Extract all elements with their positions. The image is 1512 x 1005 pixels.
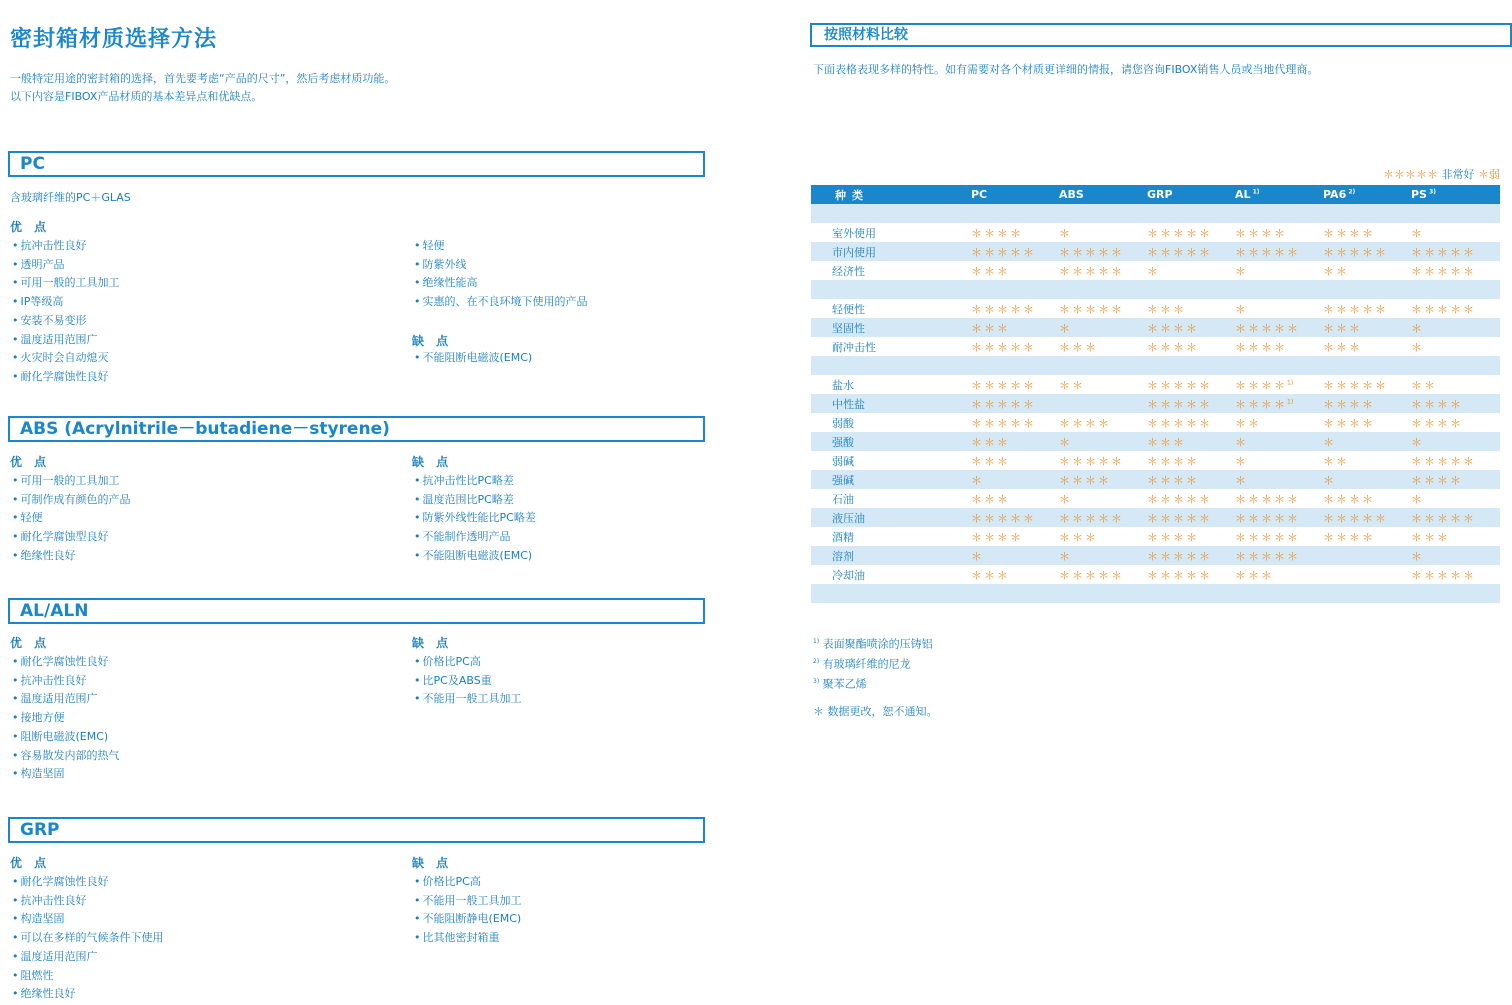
- list-item: • 不能制作透明产品: [414, 528, 536, 547]
- table-row: [811, 375, 1500, 394]
- rating-cell: ＊: [1059, 223, 1147, 242]
- rating-cell: ＊: [1059, 546, 1147, 565]
- row-label: 弱碱: [811, 451, 971, 470]
- comparison-intro: 下面表格表现多样的特性。如有需要对各个材质更详细的情报，请您咨询FIBOX销售人员或当地代理商。: [813, 63, 1319, 76]
- rating-cell: ＊＊: [1235, 413, 1323, 432]
- list-item: • 接地方便: [12, 709, 120, 728]
- rating-cell: ＊＊＊＊＊: [1411, 242, 1500, 261]
- rating-note: 1): [1287, 378, 1294, 386]
- rating-cell: ＊＊＊＊＊: [1235, 489, 1323, 508]
- list-item: • 绝缘性良好: [12, 985, 164, 1004]
- material-comparison-table: [811, 185, 1500, 603]
- rating-cell: ＊: [1411, 318, 1500, 337]
- section-heading-al: AL/ALN: [8, 598, 705, 624]
- rating-cell: ＊＊＊＊＊: [971, 413, 1059, 432]
- list-item: • 不能阻断电磁波(EMC): [414, 349, 532, 368]
- list-item: • 防紫外线性能比PC略差: [414, 509, 536, 528]
- table-spacer-row: [811, 584, 1500, 603]
- list-item: • 耐化学腐蚀性良好: [12, 368, 120, 387]
- table-row: [811, 318, 1500, 337]
- pc-disadvantages-label: 缺 点: [412, 334, 453, 348]
- rating-cell: ＊＊＊＊＊: [1411, 299, 1500, 318]
- list-item: • 耐化学腐蚀性良好: [12, 873, 164, 892]
- rating-cell: ＊＊＊＊: [1323, 489, 1411, 508]
- list-item: • 阻断电磁波(EMC): [12, 728, 120, 747]
- rating-cell: ＊＊＊＊: [1323, 394, 1411, 413]
- list-item: • 不能阻断静电(EMC): [414, 910, 522, 929]
- section-heading-abs: ABS (Acrylnitrile－butadiene－styrene): [8, 416, 705, 442]
- rating-cell: ＊: [1411, 489, 1500, 508]
- al-disadvantages-label: 缺 点: [412, 636, 453, 650]
- rating-cell: ＊＊＊＊: [1147, 451, 1235, 470]
- rating-cell: ＊＊＊: [1059, 337, 1147, 356]
- rating-cell: [1059, 394, 1147, 413]
- intro-line-1: 一般特定用途的密封箱的选择，首先要考虑“产品的尺寸”，然后考虑材质功能。: [10, 72, 396, 85]
- rating-cell: ＊＊＊＊＊: [1235, 318, 1323, 337]
- list-item: • 可用一般的工具加工: [12, 472, 131, 491]
- abs-disadvantages-label: 缺 点: [412, 455, 453, 469]
- rating-cell: ＊＊＊＊＊: [1059, 299, 1147, 318]
- column-header: ABS: [1059, 185, 1147, 204]
- rating-cell: ＊: [971, 546, 1059, 565]
- table-row: [811, 565, 1500, 584]
- rating-cell: ＊＊＊＊: [1235, 223, 1323, 242]
- rating-cell: ＊＊＊: [971, 565, 1059, 584]
- column-header: 种类: [811, 185, 971, 204]
- rating-cell: ＊: [1411, 432, 1500, 451]
- legend-strong-label: 非常好: [1441, 168, 1475, 181]
- table-spacer-row: [811, 356, 1500, 375]
- list-item: • 轻便: [12, 509, 131, 528]
- rating-cell: ＊: [1323, 470, 1411, 489]
- table-row: [811, 413, 1500, 432]
- rating-cell: ＊＊＊＊＊: [1235, 508, 1323, 527]
- rating-cell: ＊＊＊: [1323, 318, 1411, 337]
- data-change-note: [813, 703, 938, 719]
- rating-cell: ＊＊＊: [1059, 527, 1147, 546]
- rating-cell: ＊＊＊＊: [1147, 470, 1235, 489]
- table-row: [811, 337, 1500, 356]
- column-header: GRP: [1147, 185, 1235, 204]
- column-header-note: 3): [1426, 188, 1436, 196]
- list-item: • 抗冲击性良好: [12, 672, 120, 691]
- rating-cell: ＊＊＊＊＊: [1147, 394, 1235, 413]
- footnote-3: $^{3)}$ 聚苯乙烯: [813, 677, 867, 691]
- rating-cell: ＊＊＊＊＊: [971, 394, 1059, 413]
- table-row: [811, 299, 1500, 318]
- row-label: 轻便性: [811, 299, 971, 318]
- rating-cell: ＊＊＊: [971, 318, 1059, 337]
- table-row: [811, 489, 1500, 508]
- row-label: 强酸: [811, 432, 971, 451]
- spacer-cell: [811, 584, 1500, 603]
- table-row: [811, 451, 1500, 470]
- list-item: • 防紫外线: [414, 256, 588, 275]
- rating-cell: ＊＊＊＊: [1323, 527, 1411, 546]
- row-label: 耐冲击性: [811, 337, 971, 356]
- list-item: • 价格比PC高: [414, 653, 522, 672]
- rating-cell: ＊: [1235, 432, 1323, 451]
- list-item: • 透明产品: [12, 256, 120, 275]
- row-label: 室外使用: [811, 223, 971, 242]
- grp-advantages-list: [12, 873, 164, 1004]
- table-row: [811, 527, 1500, 546]
- note-star: ＊: [813, 705, 824, 718]
- pc-advantages-list-2: [414, 237, 588, 312]
- row-label: 盐水: [811, 375, 971, 394]
- spacer-cell: [811, 204, 1500, 223]
- rating-cell: ＊＊＊＊: [1147, 318, 1235, 337]
- rating-cell: ＊＊＊＊＊: [971, 375, 1059, 394]
- rating-cell: ＊＊＊＊＊: [1147, 413, 1235, 432]
- rating-cell: ＊＊＊＊: [1235, 337, 1323, 356]
- rating-cell: ＊＊＊＊: [971, 527, 1059, 546]
- rating-cell: ＊＊＊＊＊: [1147, 375, 1235, 394]
- rating-cell: ＊＊＊＊＊: [971, 337, 1059, 356]
- comparison-heading: 按照材料比较: [810, 23, 1512, 47]
- row-label: 酒精: [811, 527, 971, 546]
- list-item: • 温度适用范围广: [12, 331, 120, 350]
- table-spacer-row: [811, 280, 1500, 299]
- spacer-cell: [811, 280, 1500, 299]
- row-label: 液压油: [811, 508, 971, 527]
- rating-cell: ＊: [1059, 432, 1147, 451]
- column-header: PC: [971, 185, 1059, 204]
- legend-weak-star: ＊: [1478, 168, 1489, 181]
- rating-cell: ＊＊＊＊: [1323, 413, 1411, 432]
- rating-cell: ＊: [1235, 451, 1323, 470]
- list-item: • 抗冲击性良好: [12, 892, 164, 911]
- pc-subtitle: 含玻璃纤维的PC＋GLAS: [10, 191, 131, 204]
- rating-cell: ＊＊＊＊＊: [1235, 546, 1323, 565]
- list-item: • 不能阻断电磁波(EMC): [414, 547, 536, 566]
- rating-cell: ＊＊＊＊$^{1)}$: [1235, 375, 1323, 394]
- rating-cell: ＊＊＊＊＊: [1323, 299, 1411, 318]
- row-label: 石油: [811, 489, 971, 508]
- list-item: • 比PC及ABS重: [414, 672, 522, 691]
- rating-cell: ＊: [1235, 299, 1323, 318]
- rating-cell: ＊＊＊＊: [1411, 394, 1500, 413]
- row-label: 冷却油: [811, 565, 971, 584]
- al-disadvantages-list: [414, 653, 522, 709]
- list-item: • 构造坚固: [12, 910, 164, 929]
- rating-cell: ＊＊＊＊: [1411, 470, 1500, 489]
- list-item: • 抗冲击性比PC略差: [414, 472, 536, 491]
- table-header-row: [811, 185, 1500, 204]
- column-header: PS $^{3)}$: [1411, 185, 1500, 204]
- rating-cell: ＊＊＊＊＊: [1059, 242, 1147, 261]
- rating-cell: ＊＊＊＊$^{1)}$: [1235, 394, 1323, 413]
- list-item: • 温度适用范围广: [12, 690, 120, 709]
- rating-cell: ＊＊＊: [971, 261, 1059, 280]
- note-text: 数据更改，恕不通知。: [827, 705, 938, 718]
- column-header: AL $^{1)}$: [1235, 185, 1323, 204]
- rating-cell: ＊＊＊＊: [971, 223, 1059, 242]
- list-item: • 可以在多样的气候条件下使用: [12, 929, 164, 948]
- rating-cell: ＊＊＊＊＊: [1411, 261, 1500, 280]
- table-row: [811, 546, 1500, 565]
- rating-cell: ＊: [1323, 432, 1411, 451]
- rating-cell: ＊＊＊＊＊: [971, 508, 1059, 527]
- list-item: • 轻便: [414, 237, 588, 256]
- rating-cell: ＊＊＊＊＊: [1147, 565, 1235, 584]
- table-row: [811, 432, 1500, 451]
- rating-cell: ＊: [1411, 546, 1500, 565]
- rating-cell: ＊＊＊＊＊: [1411, 565, 1500, 584]
- table-row: [811, 242, 1500, 261]
- rating-cell: ＊＊＊＊: [1059, 470, 1147, 489]
- rating-cell: ＊＊＊＊: [1323, 223, 1411, 242]
- al-advantages-label: 优 点: [10, 636, 51, 650]
- list-item: • 不能用一般工具加工: [414, 690, 522, 709]
- list-item: • 绝缘性良好: [12, 547, 131, 566]
- list-item: • 抗冲击性良好: [12, 237, 120, 256]
- table-row: [811, 470, 1500, 489]
- pc-advantages-list: [12, 237, 120, 387]
- abs-advantages-label: 优 点: [10, 455, 51, 469]
- rating-cell: ＊＊: [1411, 375, 1500, 394]
- list-item: • 安装不易变形: [12, 312, 120, 331]
- rating-cell: ＊＊＊＊＊: [1323, 508, 1411, 527]
- rating-cell: ＊＊＊: [1411, 527, 1500, 546]
- rating-cell: ＊＊＊: [971, 432, 1059, 451]
- column-header-note: 1): [1250, 188, 1260, 196]
- footnote-2: $^{2)}$ 有玻璃纤维的尼龙: [813, 657, 911, 671]
- grp-disadvantages-list: [414, 873, 522, 948]
- grp-disadvantages-label: 缺 点: [412, 856, 453, 870]
- list-item: • 可制作成有颜色的产品: [12, 491, 131, 510]
- rating-cell: ＊＊＊＊＊: [1147, 242, 1235, 261]
- list-item: • 耐化学腐蚀性良好: [12, 653, 120, 672]
- row-label: 中性盐: [811, 394, 971, 413]
- rating-cell: ＊: [1059, 318, 1147, 337]
- rating-cell: ＊: [1059, 489, 1147, 508]
- rating-cell: [1323, 546, 1411, 565]
- list-item: • 比其他密封箱重: [414, 929, 522, 948]
- intro-line-2: 以下内容是FIBOX产品材质的基本差异点和优缺点。: [10, 90, 263, 103]
- list-item: • 火灾时会自动熄灭: [12, 349, 120, 368]
- abs-advantages-list: [12, 472, 131, 566]
- rating-cell: ＊: [1147, 261, 1235, 280]
- column-header: PA6 $^{2)}$: [1323, 185, 1411, 204]
- rating-cell: ＊: [971, 470, 1059, 489]
- rating-cell: ＊＊＊＊＊: [1235, 527, 1323, 546]
- rating-cell: ＊＊＊＊＊: [1147, 223, 1235, 242]
- rating-cell: ＊＊＊＊＊: [971, 242, 1059, 261]
- list-item: • 阻燃性: [12, 967, 164, 986]
- rating-cell: ＊＊＊＊＊: [1411, 451, 1500, 470]
- rating-legend: [1383, 166, 1500, 182]
- rating-cell: ＊＊＊＊＊: [1323, 375, 1411, 394]
- rating-cell: ＊＊＊＊: [1147, 337, 1235, 356]
- footnotes: [813, 633, 933, 693]
- spacer-cell: [811, 356, 1500, 375]
- rating-cell: ＊＊＊: [1323, 337, 1411, 356]
- rating-cell: ＊＊＊: [971, 451, 1059, 470]
- rating-cell: ＊＊＊＊＊: [1059, 261, 1147, 280]
- list-item: • 耐化学腐蚀型良好: [12, 528, 131, 547]
- list-item: • IP等级高: [12, 293, 120, 312]
- row-label: 强碱: [811, 470, 971, 489]
- table-row: [811, 394, 1500, 413]
- rating-cell: ＊＊＊: [1147, 299, 1235, 318]
- rating-cell: ＊＊＊＊＊: [1147, 508, 1235, 527]
- column-header-note: 2): [1346, 188, 1356, 196]
- legend-strong-stars: ＊＊＊＊＊: [1383, 168, 1438, 181]
- legend-weak-label: 弱: [1489, 168, 1500, 181]
- list-item: • 绝缘性能高: [414, 274, 588, 293]
- rating-cell: ＊＊＊＊: [1411, 413, 1500, 432]
- rating-cell: ＊＊＊＊＊: [1411, 508, 1500, 527]
- rating-cell: ＊＊＊＊＊: [1059, 451, 1147, 470]
- table-row: [811, 508, 1500, 527]
- rating-cell: ＊＊＊＊: [1147, 527, 1235, 546]
- rating-cell: ＊＊＊: [971, 489, 1059, 508]
- rating-cell: ＊＊: [1059, 375, 1147, 394]
- rating-cell: ＊＊＊: [1147, 432, 1235, 451]
- list-item: • 实惠的、在不良环境下使用的产品: [414, 293, 588, 312]
- rating-cell: ＊: [1411, 223, 1500, 242]
- rating-cell: ＊＊＊＊: [1059, 413, 1147, 432]
- rating-cell: ＊＊＊＊＊: [971, 299, 1059, 318]
- rating-cell: ＊＊＊: [1235, 565, 1323, 584]
- rating-cell: ＊＊＊＊＊: [1059, 565, 1147, 584]
- intro-text: [10, 70, 395, 106]
- rating-cell: ＊: [1235, 261, 1323, 280]
- section-heading-pc: PC: [8, 151, 705, 177]
- rating-cell: ＊: [1411, 337, 1500, 356]
- section-heading-grp: GRP: [8, 817, 705, 843]
- list-item: • 可用一般的工具加工: [12, 274, 120, 293]
- rating-cell: ＊＊＊＊＊: [1147, 489, 1235, 508]
- rating-cell: ＊＊: [1323, 261, 1411, 280]
- page-title: 密封箱材质选择方法: [10, 27, 218, 52]
- rating-cell: ＊＊＊＊＊: [1323, 242, 1411, 261]
- table-spacer-row: [811, 204, 1500, 223]
- rating-note: 1): [1287, 397, 1294, 405]
- row-label: 溶剂: [811, 546, 971, 565]
- list-item: • 温度适用范围广: [12, 948, 164, 967]
- row-label: 弱酸: [811, 413, 971, 432]
- list-item: • 不能用一般工具加工: [414, 892, 522, 911]
- table-row: [811, 261, 1500, 280]
- rating-cell: ＊: [1235, 470, 1323, 489]
- rating-cell: ＊＊: [1323, 451, 1411, 470]
- row-label: 市内使用: [811, 242, 971, 261]
- rating-cell: ＊＊＊＊＊: [1235, 242, 1323, 261]
- pc-advantages-label: 优 点: [10, 220, 51, 234]
- rating-cell: [1323, 565, 1411, 584]
- al-advantages-list: [12, 653, 120, 784]
- pc-disadvantages-list: [414, 349, 532, 368]
- table-body: [811, 204, 1500, 603]
- list-item: • 价格比PC高: [414, 873, 522, 892]
- rating-cell: ＊＊＊＊＊: [1059, 508, 1147, 527]
- list-item: • 构造坚固: [12, 765, 120, 784]
- row-label: 经济性: [811, 261, 971, 280]
- footnote-1: $^{1)}$ 表面聚酯喷涂的压铸铝: [813, 637, 933, 651]
- abs-disadvantages-list: [414, 472, 536, 566]
- rating-cell: ＊＊＊＊＊: [1147, 546, 1235, 565]
- table-row: [811, 223, 1500, 242]
- grp-advantages-label: 优 点: [10, 856, 51, 870]
- list-item: • 容易散发内部的热气: [12, 747, 120, 766]
- list-item: • 温度范围比PC略差: [414, 491, 536, 510]
- row-label: 坚固性: [811, 318, 971, 337]
